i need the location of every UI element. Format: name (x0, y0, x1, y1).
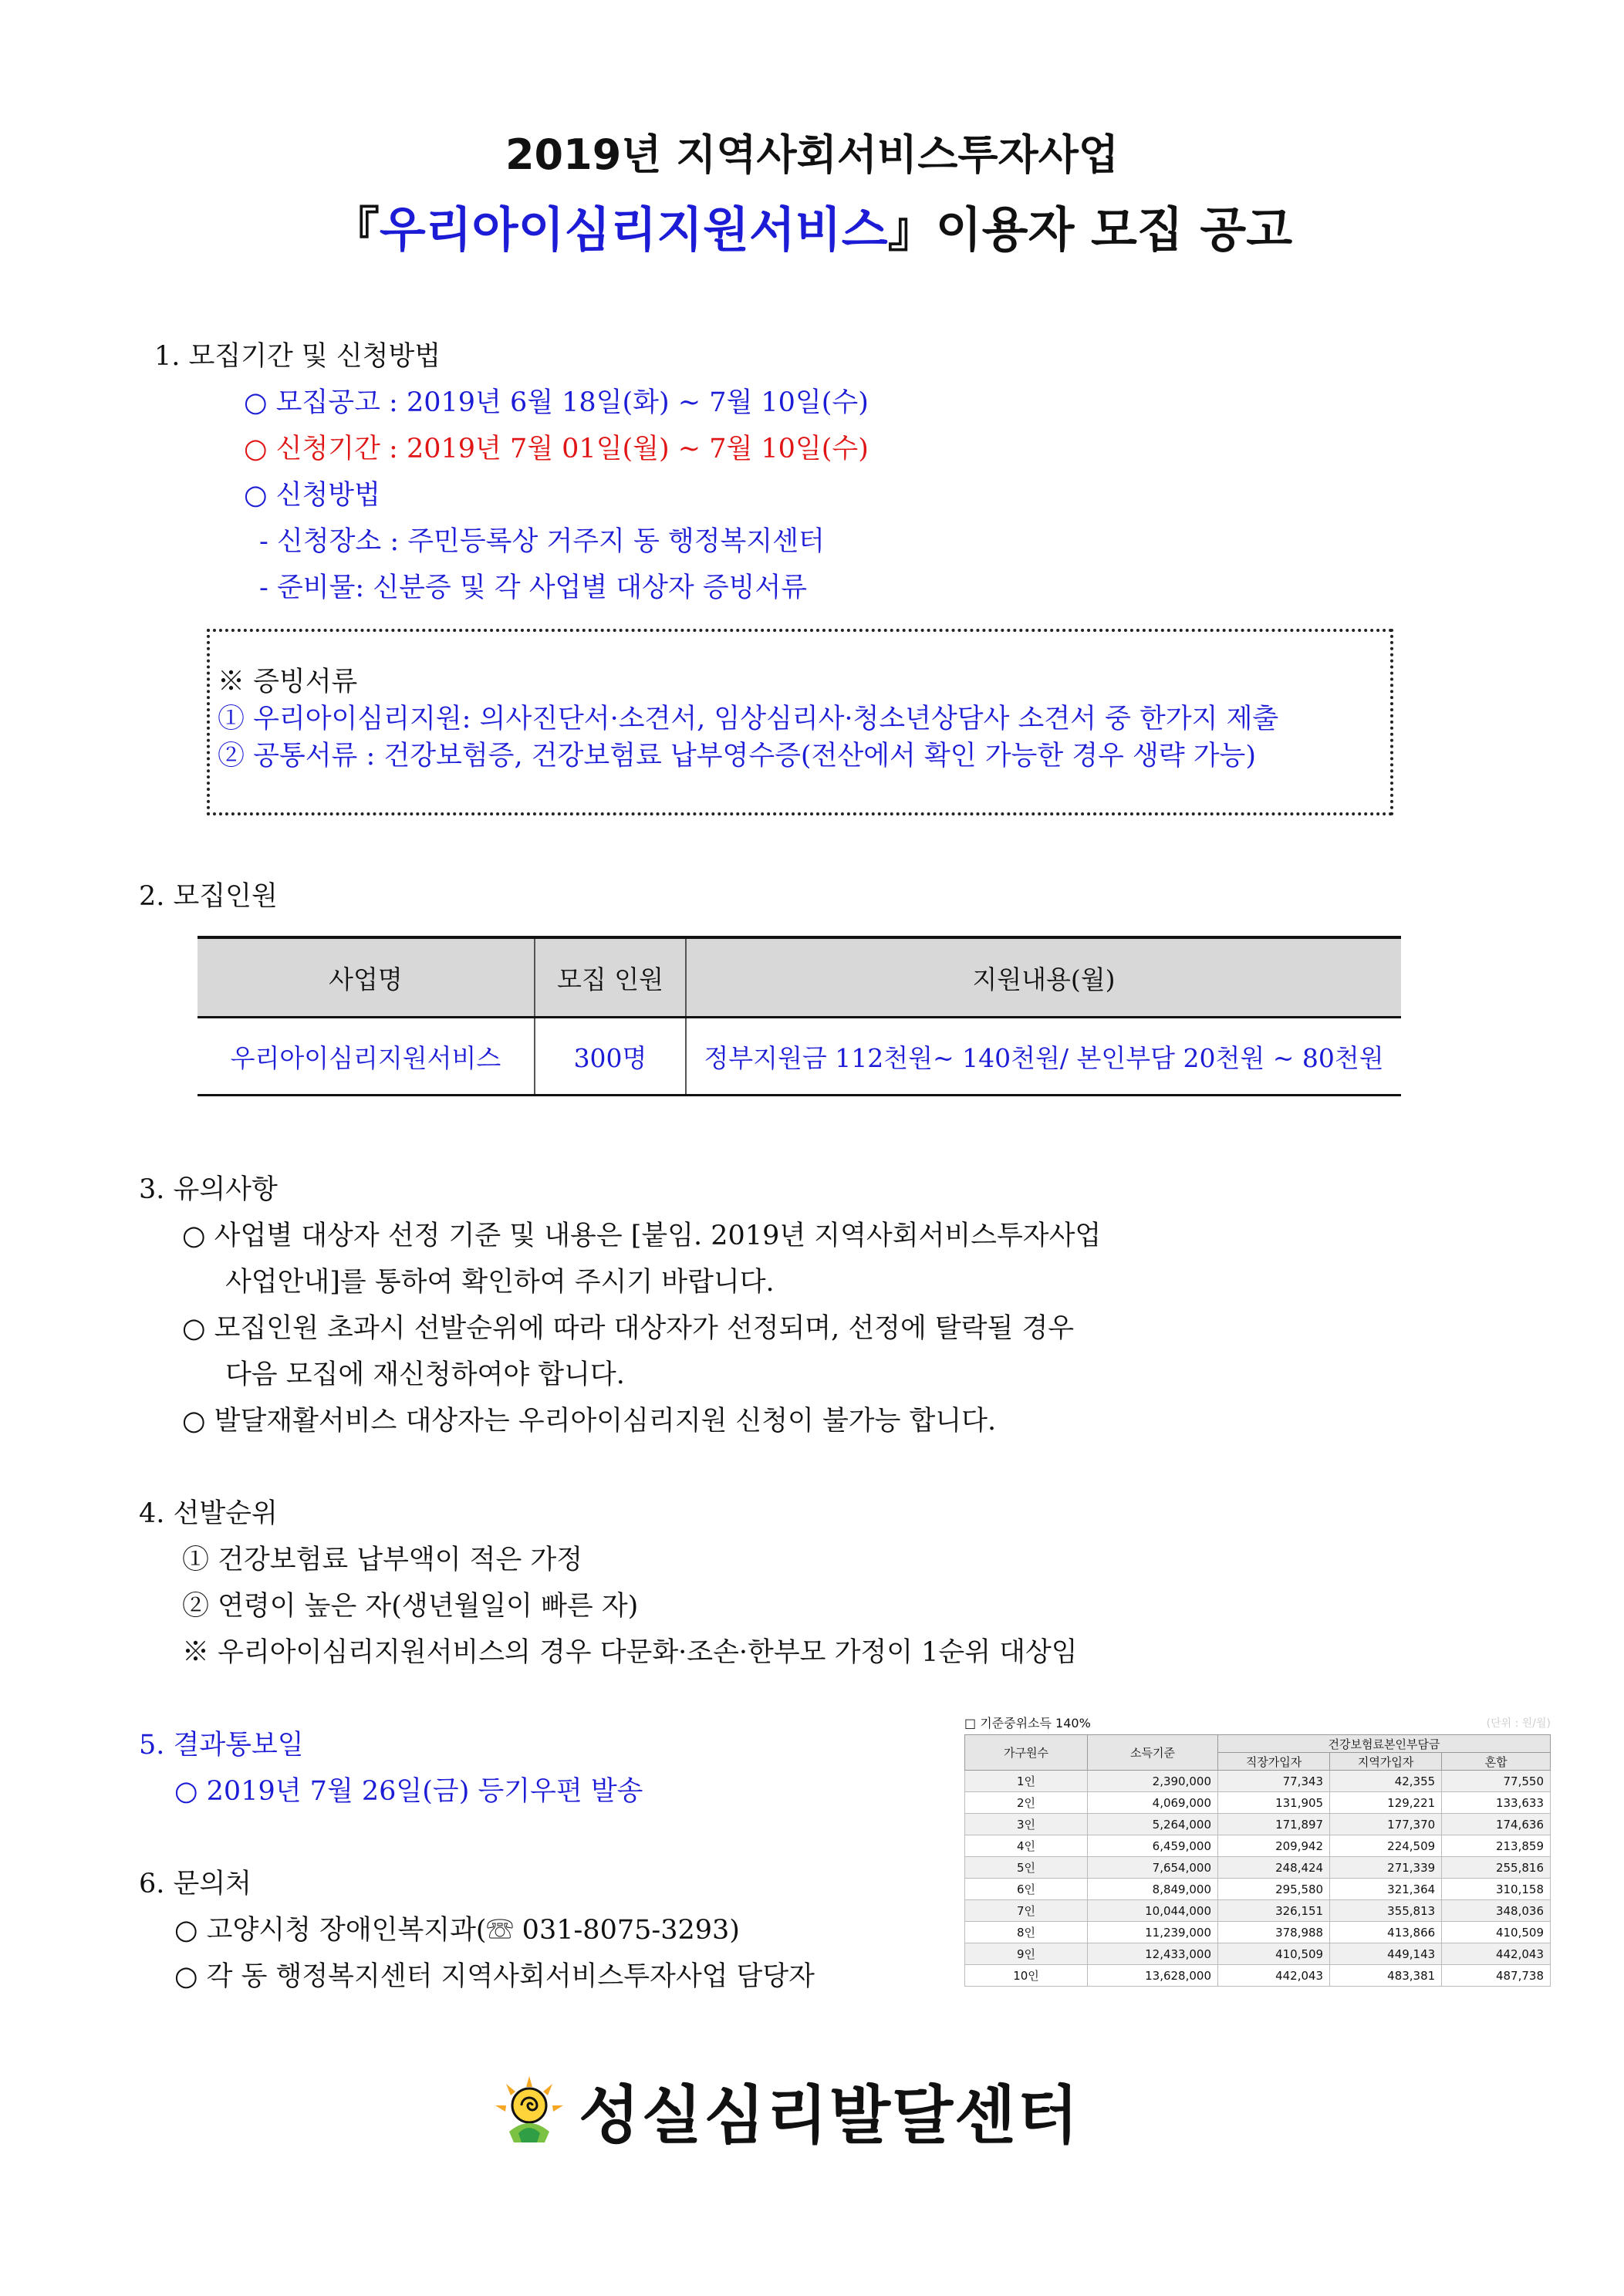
notice-item-cont: 사업안내]를 통하여 확인하여 주시기 바랍니다. (225, 1267, 775, 1298)
section2-heading: 2. 모집인원 (139, 881, 278, 912)
cell: 133,633 (1442, 1792, 1551, 1814)
title-suffix: 』이용자 모집 공고 (887, 201, 1293, 258)
cell-program: 우리아이심리지원서비스 (198, 1018, 535, 1096)
contact-center: ○ 각 동 행정복지센터 지역사회서비스투자사업 담당자 (174, 1961, 815, 1992)
cell: 13,628,000 (1088, 1965, 1218, 1987)
cell: 410,509 (1442, 1922, 1551, 1943)
document-item-2: ② 공통서류 : 건강보험증, 건강보험료 납부영수증(전산에서 확인 가능한 경우 생략 가능) (218, 741, 1257, 772)
apply-preparation: - 준비물: 신분증 및 각 사업별 대상자 증빙서류 (259, 572, 808, 603)
table-row (965, 1814, 1551, 1835)
cell: 5,264,000 (1088, 1814, 1218, 1835)
cell: 213,859 (1442, 1835, 1551, 1857)
cell: 174,636 (1442, 1814, 1551, 1835)
sun-logo-icon (491, 2071, 568, 2149)
cell: 129,221 (1330, 1792, 1442, 1814)
head-premium: 건강보험료본인부담금 (1218, 1735, 1551, 1753)
priority-item: ① 건강보험료 납부액이 적은 가정 (182, 1545, 583, 1575)
cell: 310,158 (1442, 1879, 1551, 1900)
head-regional: 지역가입자 (1330, 1753, 1442, 1771)
cell: 8,849,000 (1088, 1879, 1218, 1900)
cell: 224,509 (1330, 1835, 1442, 1857)
cell: 10인 (965, 1965, 1088, 1987)
notice-item: ○ 모집인원 초과시 선발순위에 따라 대상자가 선정되며, 선정에 탈락될 경우 (182, 1313, 1075, 1344)
section6-heading: 6. 문의처 (139, 1869, 252, 1899)
cell: 3인 (965, 1814, 1088, 1835)
cell: 326,151 (1218, 1900, 1330, 1922)
cell: 177,370 (1330, 1814, 1442, 1835)
contact-city: ○ 고양시청 장애인복지과(☏ 031-8075-3293) (174, 1915, 740, 1946)
table-row (198, 1018, 1401, 1096)
page-subtitle (0, 191, 1624, 260)
cell: 483,381 (1330, 1965, 1442, 1987)
section5-heading: 5. 결과통보일 (139, 1730, 304, 1761)
table-row (965, 1965, 1551, 1987)
income-table-caption: □ 기준중위소득 140% (964, 1716, 1091, 1730)
cell: 295,580 (1218, 1879, 1330, 1900)
cell: 5인 (965, 1857, 1088, 1879)
cell: 271,339 (1330, 1857, 1442, 1879)
cell: 42,355 (1330, 1771, 1442, 1792)
cell: 171,897 (1218, 1814, 1330, 1835)
announce-period: ○ 모집공고 : 2019년 6월 18일(화) ~ 7월 10일(수) (244, 387, 869, 418)
cell: 348,036 (1442, 1900, 1551, 1922)
cell: 442,043 (1442, 1943, 1551, 1965)
cell: 255,816 (1442, 1857, 1551, 1879)
priority-item: ② 연령이 높은 자(생년월일이 빠른 자) (182, 1591, 639, 1622)
cell: 442,043 (1218, 1965, 1330, 1987)
cell: 6인 (965, 1879, 1088, 1900)
cell: 9인 (965, 1943, 1088, 1965)
head-income: 소득기준 (1088, 1735, 1218, 1771)
income-table-caption-bar (964, 1713, 1551, 1734)
cell: 2,390,000 (1088, 1771, 1218, 1792)
apply-method: ○ 신청방법 (244, 480, 380, 511)
cell: 449,143 (1330, 1943, 1442, 1965)
head-mixed: 혼합 (1442, 1753, 1551, 1771)
cell: 487,738 (1442, 1965, 1551, 1987)
table-row (965, 1879, 1551, 1900)
income-table (964, 1734, 1551, 1987)
apply-period: ○ 신청기간 : 2019년 7월 01일(월) ~ 7월 10일(수) (244, 434, 869, 464)
org-name: 성실심리발달센터 (579, 2078, 1080, 2152)
cell: 12,433,000 (1088, 1943, 1218, 1965)
table-row (965, 1922, 1551, 1943)
cell: 11,239,000 (1088, 1922, 1218, 1943)
apply-place: - 신청장소 : 주민등록상 거주지 동 행정복지센터 (259, 526, 825, 557)
notice-item-cont: 다음 모집에 재신청하여야 합니다. (225, 1359, 625, 1390)
recruit-table-header (198, 937, 1401, 1018)
title-service-name: 우리아이심리지원서비스 (379, 201, 888, 258)
head-household: 가구원수 (965, 1735, 1088, 1771)
cell-capacity: 300명 (535, 1018, 686, 1096)
section4-heading: 4. 선발순위 (139, 1498, 278, 1529)
cell: 413,866 (1330, 1922, 1442, 1943)
cell: 2인 (965, 1792, 1088, 1814)
table-row (965, 1792, 1551, 1814)
head-employee: 직장가입자 (1218, 1753, 1330, 1771)
table-row (965, 1900, 1551, 1922)
title-open-bracket: 『 (331, 201, 380, 258)
cell: 6,459,000 (1088, 1835, 1218, 1857)
cell: 355,813 (1330, 1900, 1442, 1922)
cell: 248,424 (1218, 1857, 1330, 1879)
page-title: 2019년 지역사회서비스투자사업 (505, 130, 1119, 179)
cell: 131,905 (1218, 1792, 1330, 1814)
cell: 209,942 (1218, 1835, 1330, 1857)
cell: 10,044,000 (1088, 1900, 1218, 1922)
document-item-1: ① 우리아이심리지원: 의사진단서·소견서, 임상심리사·청소년상담사 소견서 중 한가지 제출 (218, 704, 1279, 734)
footer-logo (491, 2068, 1080, 2152)
table-row (965, 1857, 1551, 1879)
income-table-unit: (단위 : 원/월) (1486, 1717, 1551, 1730)
result-date: ○ 2019년 7월 26일(금) 등기우편 발송 (174, 1776, 643, 1807)
cell: 378,988 (1218, 1922, 1330, 1943)
income-reference-table (964, 1713, 1551, 1987)
cell: 4,069,000 (1088, 1792, 1218, 1814)
section3-heading: 3. 유의사항 (139, 1174, 278, 1205)
table-row (965, 1771, 1551, 1792)
cell: 1인 (965, 1771, 1088, 1792)
cell: 7인 (965, 1900, 1088, 1922)
cell: 321,364 (1330, 1879, 1442, 1900)
section1-heading: 1. 모집기간 및 신청방법 (154, 341, 441, 372)
cell: 77,550 (1442, 1771, 1551, 1792)
table-row (965, 1943, 1551, 1965)
cell: 8인 (965, 1922, 1088, 1943)
notice-item: ○ 사업별 대상자 선정 기준 및 내용은 [붙임. 2019년 지역사회서비스투자사업 (182, 1221, 1102, 1251)
cell: 4인 (965, 1835, 1088, 1857)
cell: 410,509 (1218, 1943, 1330, 1965)
priority-note: ※ 우리아이심리지원서비스의 경우 다문화·조손·한부모 가정이 1순위 대상임 (182, 1637, 1078, 1668)
recruit-table (198, 936, 1401, 1096)
cell: 7,654,000 (1088, 1857, 1218, 1879)
cell: 77,343 (1218, 1771, 1330, 1792)
col-program: 사업명 (198, 937, 535, 1018)
cell-support: 정부지원금 112천원~ 140천원/ 본인부담 20천원 ~ 80천원 (686, 1018, 1401, 1096)
table-row (965, 1835, 1551, 1857)
col-capacity: 모집 인원 (535, 937, 686, 1018)
document-box-title: ※ 증빙서류 (218, 667, 358, 697)
col-support: 지원내용(월) (686, 937, 1401, 1018)
notice-item: ○ 발달재활서비스 대상자는 우리아이심리지원 신청이 불가능 합니다. (182, 1406, 997, 1437)
